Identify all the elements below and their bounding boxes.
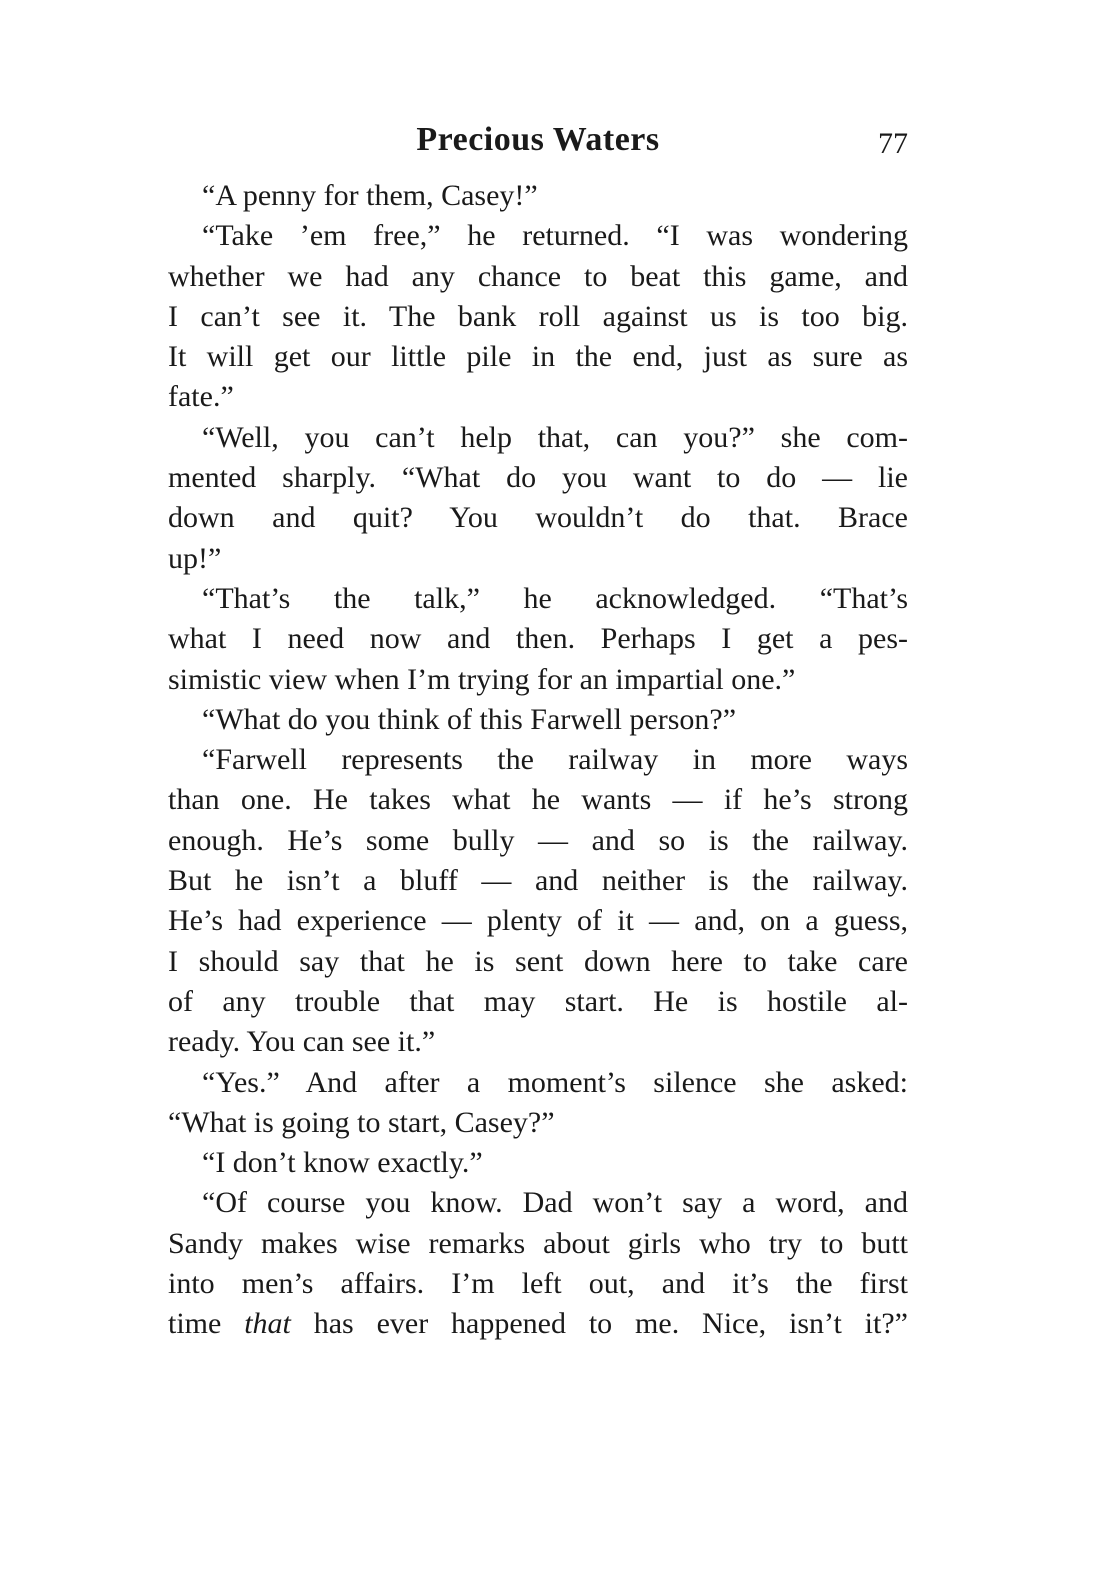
text-line: But he isn’t a bluff — and neither is the railway. — [168, 864, 908, 898]
text-line: He’s had experience — plenty of it — and, on a guess, — [168, 904, 908, 938]
text-line: “What is going to start, Casey?” — [168, 1105, 555, 1139]
text-line: I can’t see it. The bank roll against us is too big. — [168, 299, 908, 333]
text-line: “Well, you can’t help that, can you?” she com- — [202, 420, 908, 454]
text-fragment: has ever happened to me. Nice, isn’t it?” — [290, 1307, 908, 1341]
text-line: simistic view when I’m trying for an impartial one.” — [168, 662, 796, 696]
text-line: “What do you think of this Farwell person?” — [202, 702, 737, 736]
text-fragment: time — [168, 1307, 245, 1341]
text-line: I should say that he is sent down here to take care — [168, 944, 908, 978]
text-line: “Yes.” And after a moment’s silence she asked: — [202, 1065, 908, 1099]
text-line: of any trouble that may start. He is hostile al- — [168, 984, 908, 1018]
text-line: “That’s the talk,” he acknowledged. “That’s — [202, 581, 908, 615]
text-line-final — [168, 1304, 908, 1344]
text-line: whether we had any chance to beat this game, and — [168, 259, 908, 293]
text-line: up!” — [168, 541, 222, 575]
text-line: into men’s affairs. I’m left out, and it’s the first — [168, 1267, 908, 1301]
text-line: what I need now and then. Perhaps I get a pes- — [168, 622, 908, 656]
page-number: 77 — [878, 127, 908, 160]
body-text — [168, 176, 908, 1345]
text-line: fate.” — [168, 380, 234, 414]
text-line: It will get our little pile in the end, just as sure as — [168, 340, 908, 374]
page-header — [168, 116, 908, 164]
text-line: “Of course you know. Dad won’t say a word, and — [202, 1186, 908, 1220]
text-line: Sandy makes wise remarks about girls who try to butt — [168, 1226, 908, 1260]
text-line: enough. He’s some bully — and so is the railway. — [168, 823, 908, 857]
text-line: “Farwell represents the railway in more ways — [202, 743, 908, 777]
text-line: “I don’t know exactly.” — [202, 1146, 483, 1180]
text-line: than one. He takes what he wants — if he’s strong — [168, 783, 908, 817]
text-line: ready. You can see it.” — [168, 1025, 436, 1059]
running-title: Precious Waters — [416, 121, 660, 158]
emphasis-text: that — [244, 1307, 291, 1341]
text-line: down and quit? You wouldn’t do that. Brace — [168, 501, 908, 535]
text-line: “A penny for them, Casey!” — [202, 179, 538, 212]
text-line: mented sharply. “What do you want to do — lie — [168, 461, 908, 495]
text-line: “Take ’em free,” he returned. “I was wondering — [202, 219, 908, 253]
